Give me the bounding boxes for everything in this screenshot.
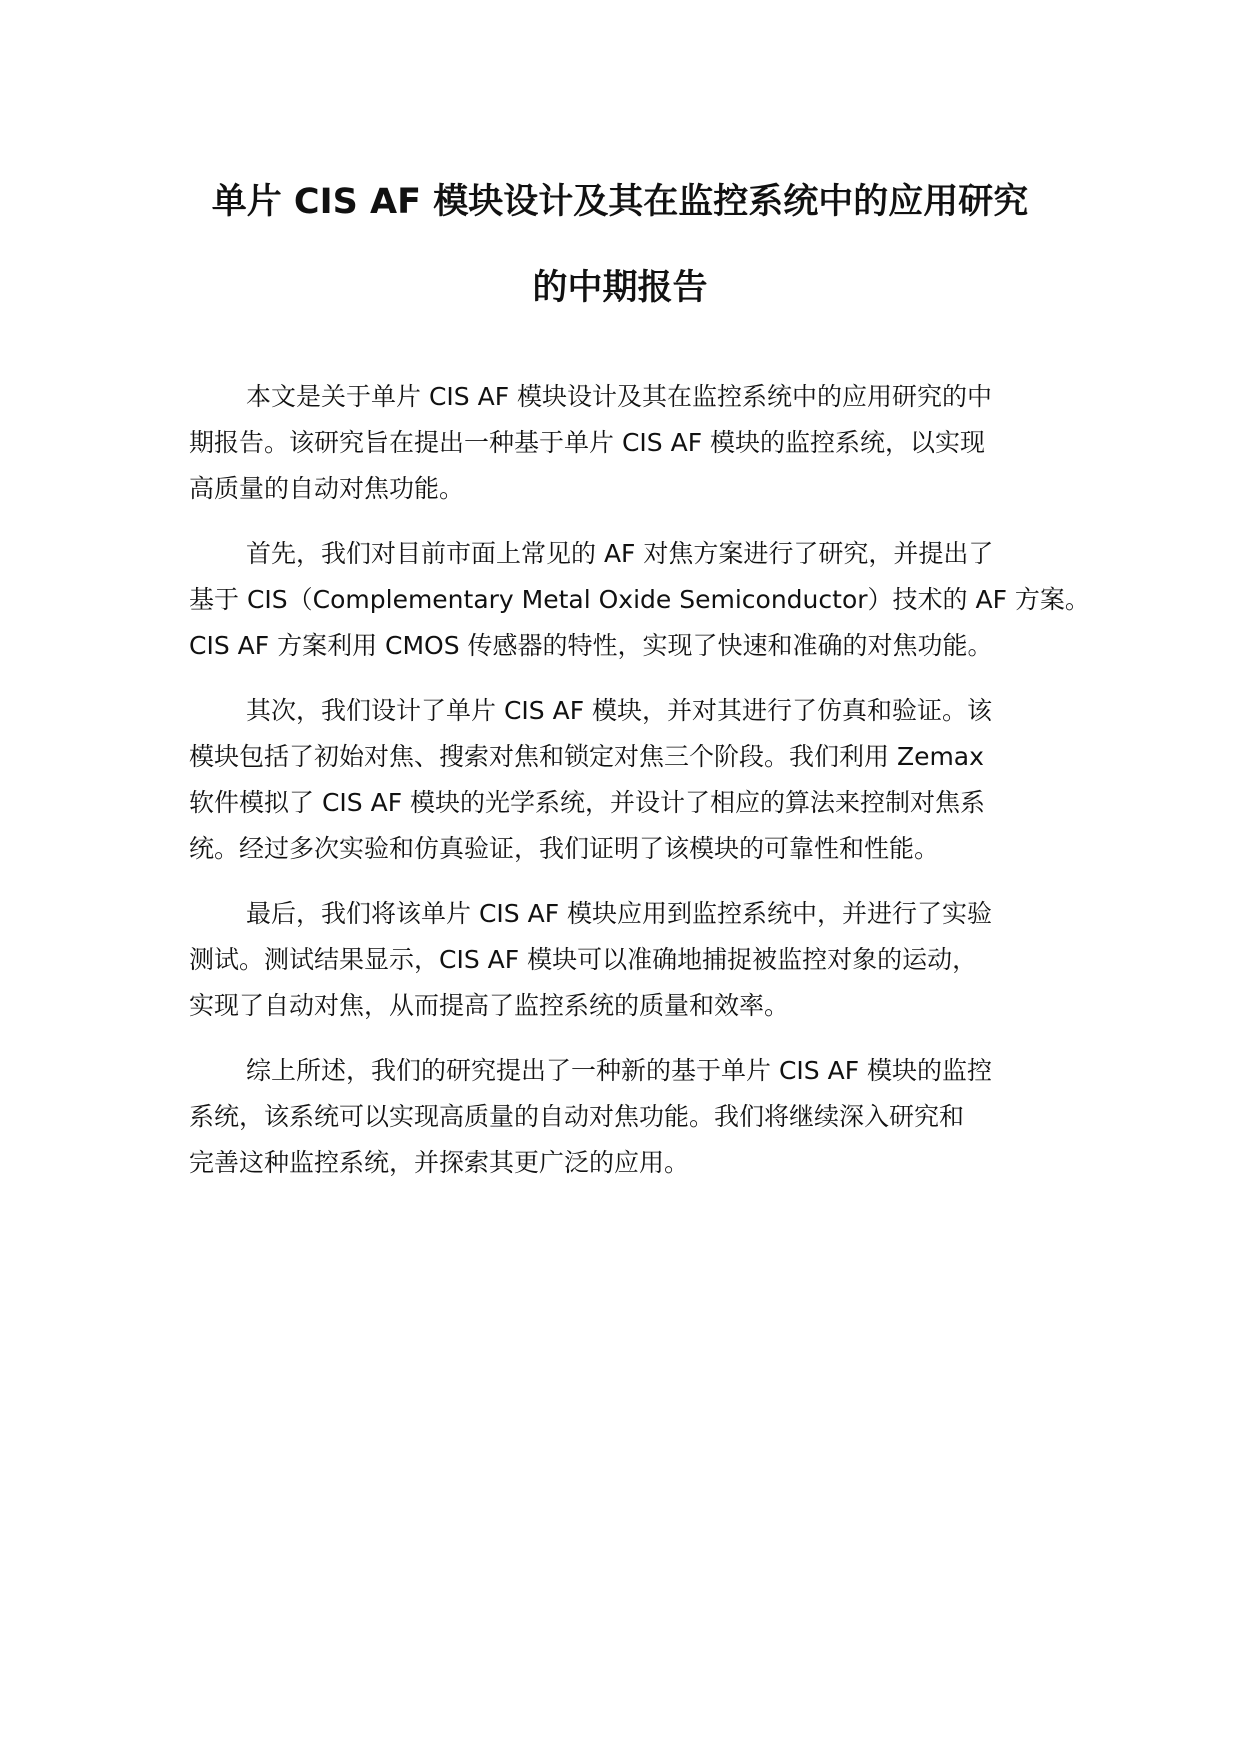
paragraph-line: 综上所述，我们的研究提出了一种新的基于单片 CIS AF 模块的监控	[246, 1056, 993, 1085]
paragraph-line: 高质量的自动对焦功能。	[189, 474, 465, 503]
paragraph-line: 完善这种监控系统，并探索其更广泛的应用。	[189, 1148, 690, 1177]
paragraph-line: 软件模拟了 CIS AF 模块的光学系统，并设计了相应的算法来控制对焦系	[189, 788, 986, 817]
paragraph-line: 统。经过多次实验和仿真验证，我们证明了该模块的可靠性和性能。	[189, 834, 940, 863]
paragraph-line: CIS AF 方案利用 CMOS 传感器的特性，实现了快速和准确的对焦功能。	[189, 631, 993, 660]
paragraph-line: 基于 CIS（Complementary Metal Oxide Semiconductor）技术的 AF 方案。	[189, 585, 1090, 614]
document-title-line-2: 的中期报告	[532, 268, 708, 308]
paragraph-line: 首先，我们对目前市面上常见的 AF 对焦方案进行了研究，并提出了	[246, 539, 994, 568]
paragraph-line: 系统，该系统可以实现高质量的自动对焦功能。我们将继续深入研究和	[189, 1102, 965, 1131]
paragraph-line: 本文是关于单片 CIS AF 模块设计及其在监控系统中的应用研究的中	[246, 382, 993, 411]
document-title-line-1: 单片 CIS AF 模块设计及其在监控系统中的应用研究	[211, 182, 1029, 222]
paragraph-line: 其次，我们设计了单片 CIS AF 模块，并对其进行了仿真和验证。该	[246, 696, 993, 725]
paragraph-line: 最后，我们将该单片 CIS AF 模块应用到监控系统中，并进行了实验	[246, 899, 993, 928]
paragraph-line: 模块包括了初始对焦、搜索对焦和锁定对焦三个阶段。我们利用 Zemax	[189, 742, 984, 771]
paragraph-line: 测试。测试结果显示，CIS AF 模块可以准确地捕捉被监控对象的运动，	[189, 945, 978, 974]
paragraph-line: 期报告。该研究旨在提出一种基于单片 CIS AF 模块的监控系统，以实现	[189, 428, 986, 457]
paragraph-line: 实现了自动对焦，从而提高了监控系统的质量和效率。	[189, 991, 790, 1020]
